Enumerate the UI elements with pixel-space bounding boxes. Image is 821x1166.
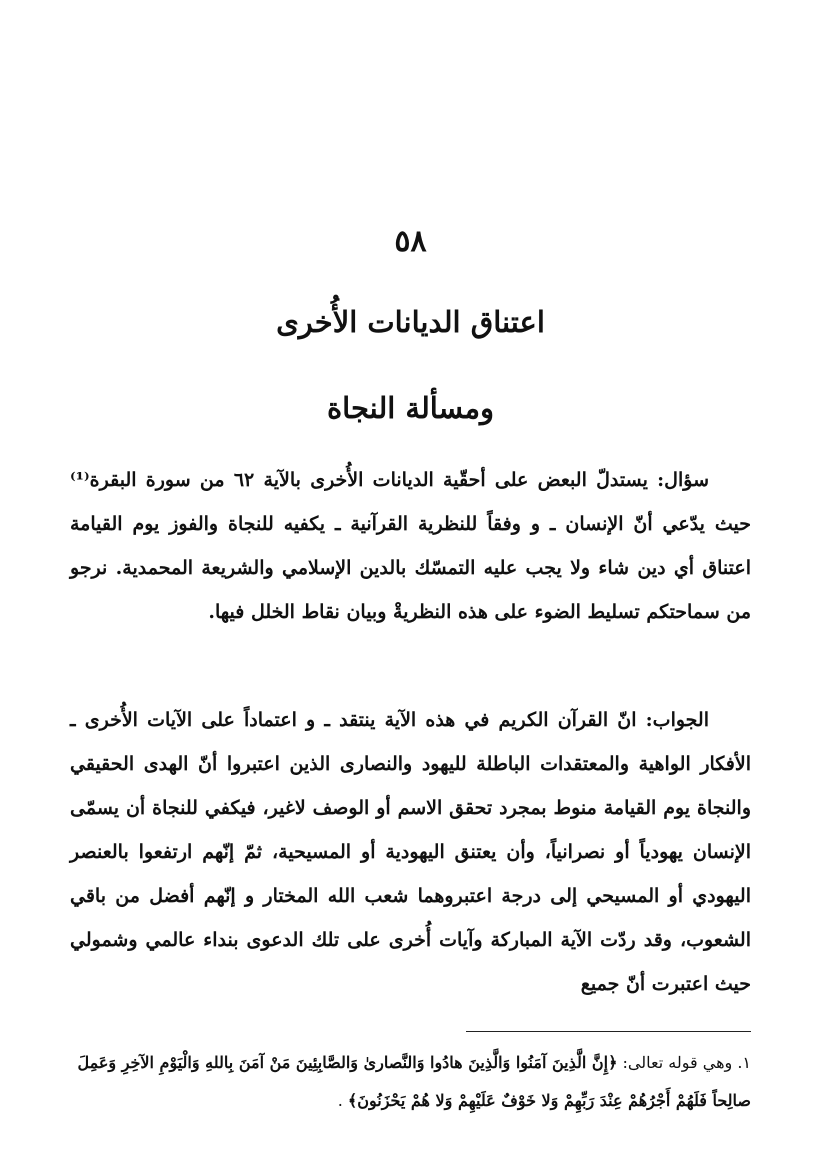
answer-label: الجواب: [645,709,709,731]
footnote-end: . [337,1091,348,1110]
chapter-subtitle: ومسألة النجاة [326,391,495,425]
footnote-number: ١. [737,1053,751,1072]
question-text: يستدلّ البعض على أحقّية الديانات الأُخرى بالآية ٦٢ من سورة البقرة⁽¹⁾ حيث يدّعي أنّ الإنسان ـ و وفقاً للنظرية القرآنية ـ يكفيه للنجاة والفوز يوم القيامة اعتناق أي دين شاء ولا يجب عليه التمسّك بالدين الإسلامي والشريعة المحمدية. نرجو من سماحتكم تسليط الضوء على هذه النظريةْ وبيان نقاط الخلل فيها. [70,469,751,623]
question-label: سؤال: [657,469,709,491]
footnote-verse: ﴿إِنَّ الَّذِينَ آمَنُوا وَالَّذِينَ هادُوا وَالنَّصارىٰ وَالصَّابِئِينَ مَنْ آمَنَ بِاللهِ وَالْيَوْمِ الآخِرِ وَعَمِلَ صالِحاً فَلَهُمْ أَجْرُهُمْ عِنْدَ رَبِّهِمْ وَلا خَوْفٌ عَلَيْهِمْ وَلا هُمْ يَحْزَنُونَ﴾ [77,1053,751,1110]
footnote [70,1044,751,1120]
answer-paragraph [70,698,751,1006]
chapter-title: اعتناق الديانات الأُخرى [276,305,545,339]
question-paragraph [70,458,751,634]
answer-text: انّ القرآن الكريم في هذه الآية ينتقد ـ و اعتماداً على الآيات الأُخرى ـ الأفكار الواهية والمعتقدات الباطلة لليهود والنصارى الذين اعتبروا أنّ الهدى الحقيقي والنجاة يوم القيامة منوط بمجرد تحقق الاسم أو الوصف لاغير، فيكفي للنجاة أن يسمّى الإنسان يهودياً أو نصرانياً، وأن يعتنق اليهودية أو المسيحية، ثمّ إنّهم ارتفعوا بالعنصر اليهودي أو المسيحي إلى درجة اعتبروهما شعب الله المختار و إنّهم أفضل من باقي الشعوب، وقد ردّت الآية المباركة وآيات أُخرى على تلك الدعوى بنداء عالمي وشمولي حيث اعتبرت أنّ جميع [70,709,751,995]
answer-section [70,698,751,1006]
footnote-divider [466,1031,751,1032]
footnote-intro: وهي قوله تعالى: [617,1053,738,1072]
page-number: ٥٨ [394,224,427,259]
question-section [70,458,751,634]
